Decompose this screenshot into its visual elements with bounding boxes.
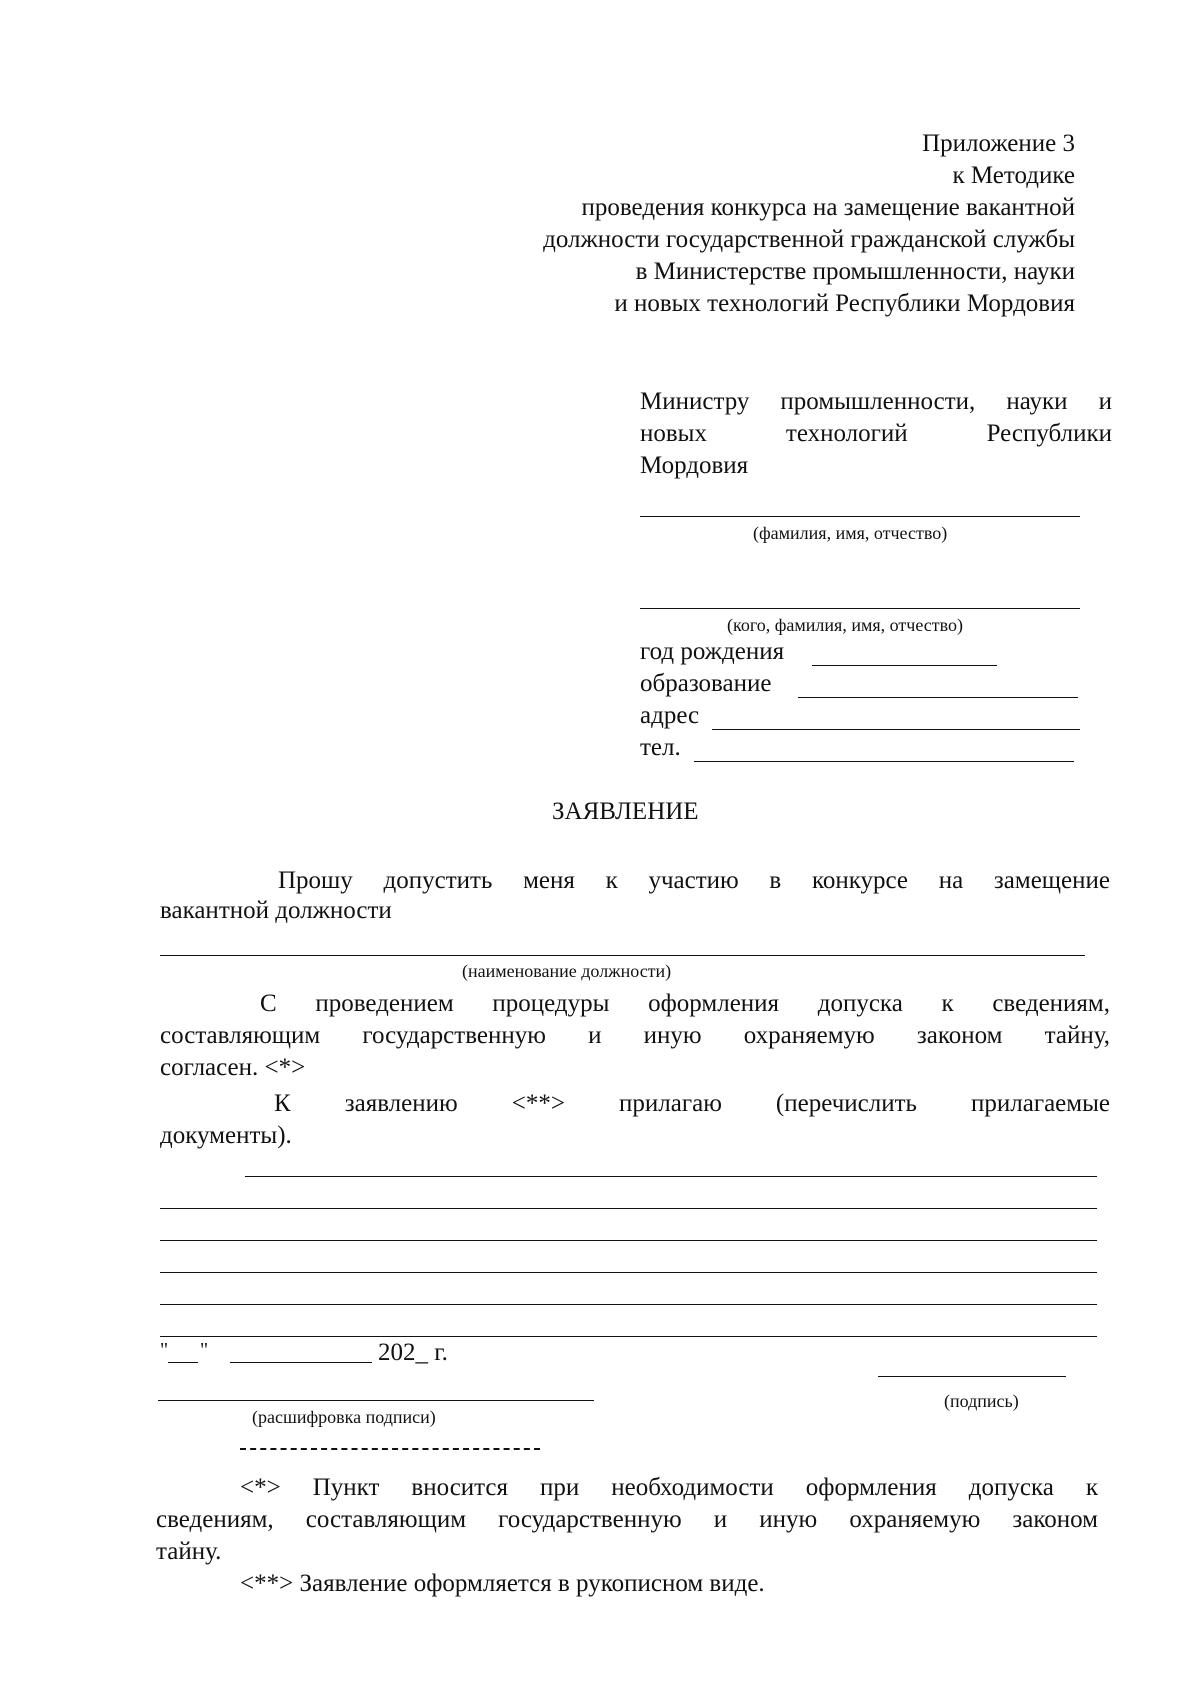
- label-education: образование: [640, 670, 772, 697]
- caption-position: (наименование должности): [462, 961, 672, 981]
- addressee-line-2: новых технологий Республики: [640, 420, 1112, 447]
- date-year: 202_ г.: [378, 1339, 448, 1366]
- document-title: ЗАЯВЛЕНИЕ: [552, 798, 699, 825]
- footnote-1-line-3: тайну.: [156, 1538, 222, 1565]
- footnote-1-line-1: <*> Пункт вносится при необходимости оформления допуска к: [240, 1474, 1098, 1501]
- footnote-separator: [240, 1448, 540, 1450]
- caption-signature: (подпись): [944, 1391, 1019, 1411]
- appendix-line-3: проведения конкурса на замещение вакантной: [581, 194, 1075, 221]
- date-month-line[interactable]: [230, 1362, 372, 1363]
- address-line[interactable]: [712, 729, 1080, 730]
- label-phone: тел.: [640, 734, 681, 761]
- applicant-name-line[interactable]: [640, 608, 1080, 609]
- label-address: адрес: [640, 702, 700, 729]
- para2-line-1: С проведением процедуры оформления допуска к сведениям,: [260, 990, 1110, 1017]
- education-line[interactable]: [798, 697, 1078, 698]
- caption-minister-name: (фамилия, имя, отчество): [753, 523, 948, 543]
- signature-decoding-line[interactable]: [158, 1400, 594, 1401]
- para3-line-2: документы).: [160, 1122, 292, 1149]
- footnote-1-line-2: сведениям, составляющим государственную и иную охраняемую законом: [156, 1506, 1098, 1533]
- birth-year-line[interactable]: [812, 665, 997, 666]
- date-quote-close: ": [200, 1339, 209, 1361]
- label-birth-year: год рождения: [640, 638, 785, 665]
- date-quote-open: ": [160, 1339, 169, 1361]
- addressee-line-3: Мордовия: [640, 452, 749, 479]
- attachments-line-6[interactable]: [160, 1336, 1097, 1337]
- attachments-line-3[interactable]: [160, 1240, 1097, 1241]
- attachments-line-1[interactable]: [245, 1176, 1097, 1177]
- para3-line-1: К заявлению <**> прилагаю (перечислить прилагаемые: [274, 1090, 1110, 1117]
- appendix-line-5: в Министерстве промышленности, науки: [635, 258, 1075, 285]
- caption-applicant-name: (кого, фамилия, имя, отчество): [727, 615, 963, 635]
- footnote-2: <**> Заявление оформляется в рукописном виде.: [240, 1570, 765, 1597]
- para1-line-2: вакантной должности: [160, 897, 392, 924]
- appendix-line-4: должности государственной гражданской службы: [543, 226, 1075, 253]
- signature-line[interactable]: [878, 1376, 1066, 1377]
- para2-line-3: согласен. <*>: [160, 1054, 306, 1081]
- appendix-methodology: к Методике: [952, 162, 1075, 189]
- attachments-line-4[interactable]: [160, 1272, 1097, 1273]
- date-day-line[interactable]: [168, 1362, 198, 1363]
- attachments-line-2[interactable]: [160, 1208, 1097, 1209]
- minister-name-line[interactable]: [640, 516, 1080, 517]
- attachments-line-5[interactable]: [160, 1304, 1097, 1305]
- caption-decoding: (расшифровка подписи): [252, 1407, 436, 1427]
- para1-line-1: Прошу допустить меня к участию в конкурсе на замещение: [278, 867, 1110, 894]
- addressee-line-1: Министру промышленности, науки и: [640, 388, 1112, 415]
- phone-line[interactable]: [694, 761, 1074, 762]
- appendix-line-6: и новых технологий Республики Мордовия: [614, 290, 1075, 317]
- position-name-line[interactable]: [160, 955, 1085, 956]
- para2-line-2: составляющим государственную и иную охраняемую законом тайну,: [160, 1022, 1110, 1049]
- appendix-number: Приложение 3: [922, 130, 1075, 157]
